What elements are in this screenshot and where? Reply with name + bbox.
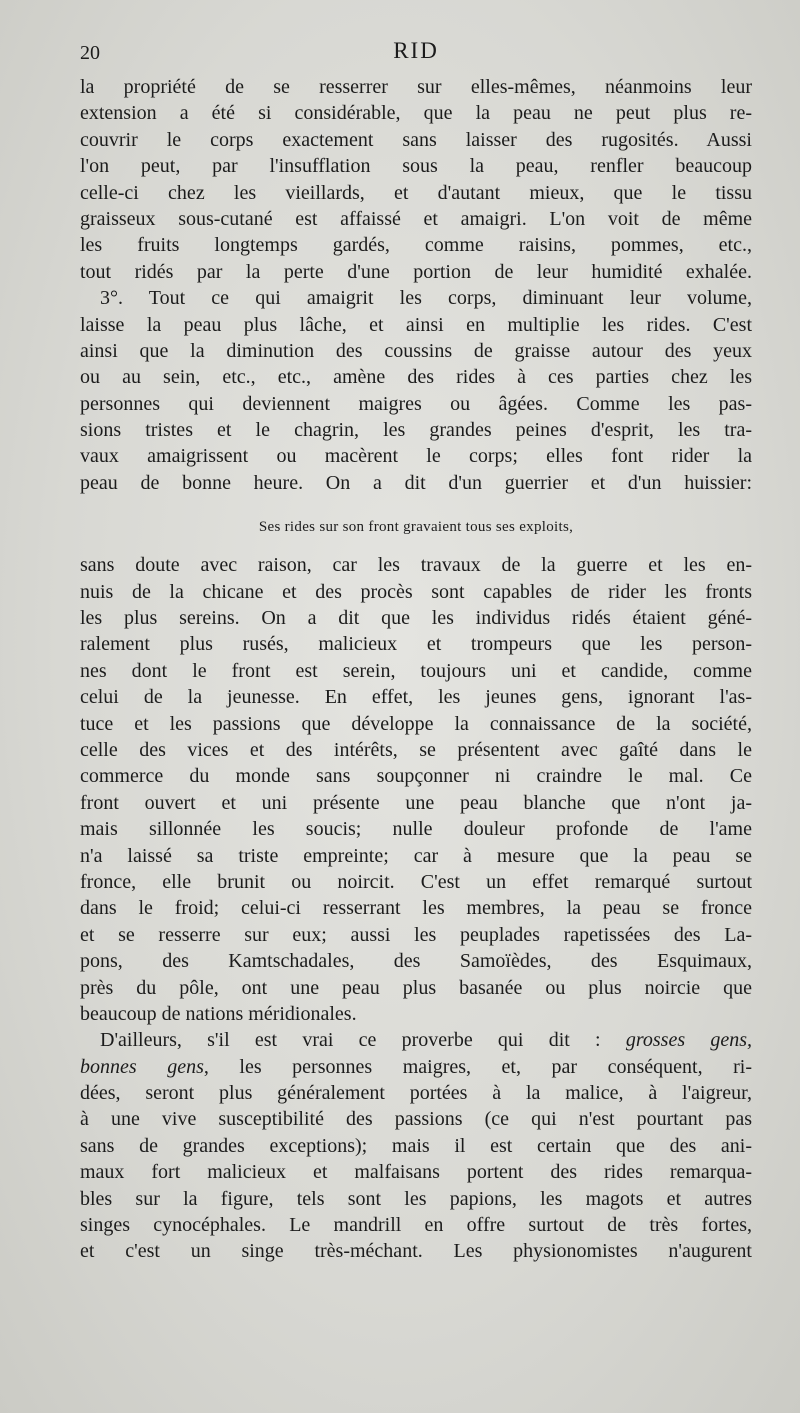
page-header: [80, 38, 752, 72]
text-line: commerce du monde sans soupçonner ni craindre le mal. Ce: [80, 765, 752, 788]
paragraph-continuation: [80, 74, 752, 285]
text-line: celui de la jeunesse. En effet, les jeunes gens, ignorant l'as-: [80, 686, 752, 709]
text-line: laisse la peau plus lâche, et ainsi en multiplie les rides. C'est: [80, 313, 752, 336]
page-number: 20: [80, 42, 100, 64]
text-line: dans le froid; celui-ci resserrant les membres, la peau se fronce: [80, 897, 752, 920]
italic-text: bonnes gens: [80, 1055, 204, 1078]
paragraph-proverb: [80, 1027, 752, 1265]
italic-text: grosses gens,: [625, 1029, 752, 1052]
text-line: à une vive susceptibilité des passions (ce qui n'est pourtant pas: [80, 1108, 752, 1131]
text-line: tuce et les passions que développe la connaissance de la société,: [80, 712, 752, 735]
text-line: personnes qui deviennent maigres ou âgées. Comme les pas-: [80, 392, 752, 415]
text-line: singes cynocéphales. Le mandrill en offre surtout de très fortes,: [80, 1214, 752, 1237]
text-line: les plus sereins. On a dit que les individus ridés étaient géné-: [80, 607, 752, 630]
text-line: dées, seront plus généralement portées à la malice, à l'aigreur,: [80, 1082, 752, 1105]
text-line: fronce, elle brunit ou noircit. C'est un effet remarqué surtout: [80, 870, 752, 893]
text-line: bles sur la figure, tels sont les papions, les magots et autres: [80, 1187, 752, 1210]
text-line: 3°. Tout ce qui amaigrit les corps, diminuant leur volume,: [100, 287, 752, 310]
text-line: tout ridés par la perte d'une portion de leur humidité exhalée.: [80, 260, 752, 283]
text-line: beaucoup de nations méridionales.: [80, 1002, 357, 1025]
text-line: mais sillonnée les soucis; nulle douleur profonde de l'ame: [80, 818, 752, 841]
text-run: , les personnes maigres, et, par conséquent, ri-: [203, 1055, 753, 1078]
text-line: sans de grandes exceptions); mais il est certain que des ani-: [80, 1134, 752, 1157]
text-line: [80, 1027, 752, 1053]
text-line: nuis de la chicane et des procès sont capables de rider les fronts: [80, 580, 752, 603]
text-line: ainsi que la diminution des coussins de graisse autour des yeux: [80, 339, 752, 362]
text-line: ralement plus rusés, malicieux et trompeurs que les person-: [80, 633, 752, 656]
text-line: sans doute avec raison, car les travaux de la guerre et les en-: [80, 554, 752, 577]
verse-quote: Ses rides sur son front gravaient tous ses exploits,: [258, 519, 574, 536]
text-line: [80, 1054, 752, 1080]
paragraph-third-cause: [80, 285, 752, 496]
text-line: sions tristes et le chagrin, les grandes peines d'esprit, les tra-: [80, 419, 752, 442]
text-line: graisseux sous-cutané est affaissé et amaigri. L'on voit de même: [80, 207, 752, 230]
running-head: RID: [393, 38, 439, 63]
text-line: l'on peut, par l'insufflation sous la peau, renfler beaucoup: [80, 155, 752, 178]
text-line: celle des vices et des intérêts, se présentent avec gaîté dans le: [80, 738, 752, 761]
text-line: et c'est un singe très-méchant. Les physionomistes n'augurent: [80, 1240, 752, 1263]
paragraph-commentary: [80, 552, 752, 1027]
text-line: extension a été si considérable, que la peau ne peut plus re-: [80, 102, 752, 125]
text-line: la propriété de se resserrer sur elles-mêmes, néanmoins leur: [80, 76, 752, 98]
text-line: près du pôle, ont une peau plus basanée ou plus noircie que: [80, 976, 752, 999]
body-text: [80, 74, 752, 1265]
text-line: et se resserre sur eux; aussi les peuplades rapetissées des La-: [80, 923, 752, 946]
text-line: pons, des Kamtschadales, des Samoïèdes, des Esquimaux,: [80, 950, 752, 973]
text-line: ou au sein, etc., etc., amène des rides à ces parties chez les: [80, 366, 752, 389]
text-line: nes dont le front est serein, toujours uni et candide, comme: [80, 659, 752, 682]
text-line: peau de bonne heure. On a dit d'un guerrier et d'un huissier:: [80, 471, 752, 494]
text-line: les fruits longtemps gardés, comme raisins, pommes, etc.,: [80, 234, 752, 257]
text-line: vaux amaigrissent ou macèrent le corps; elles font rider la: [80, 445, 752, 468]
text-line: couvrir le corps exactement sans laisser des rugosités. Aussi: [80, 128, 752, 151]
text-line: maux fort malicieux et malfaisans portent des rides remarqua-: [80, 1161, 752, 1184]
text-line: n'a laissé sa triste empreinte; car à mesure que la peau se: [80, 844, 752, 867]
text-run: D'ailleurs, s'il est vrai ce proverbe qui dit :: [100, 1029, 626, 1052]
text-line: front ouvert et uni présente une peau blanche que n'ont ja-: [80, 791, 752, 814]
text-line: celle-ci chez les vieillards, et d'autant mieux, que le tissu: [80, 181, 752, 204]
